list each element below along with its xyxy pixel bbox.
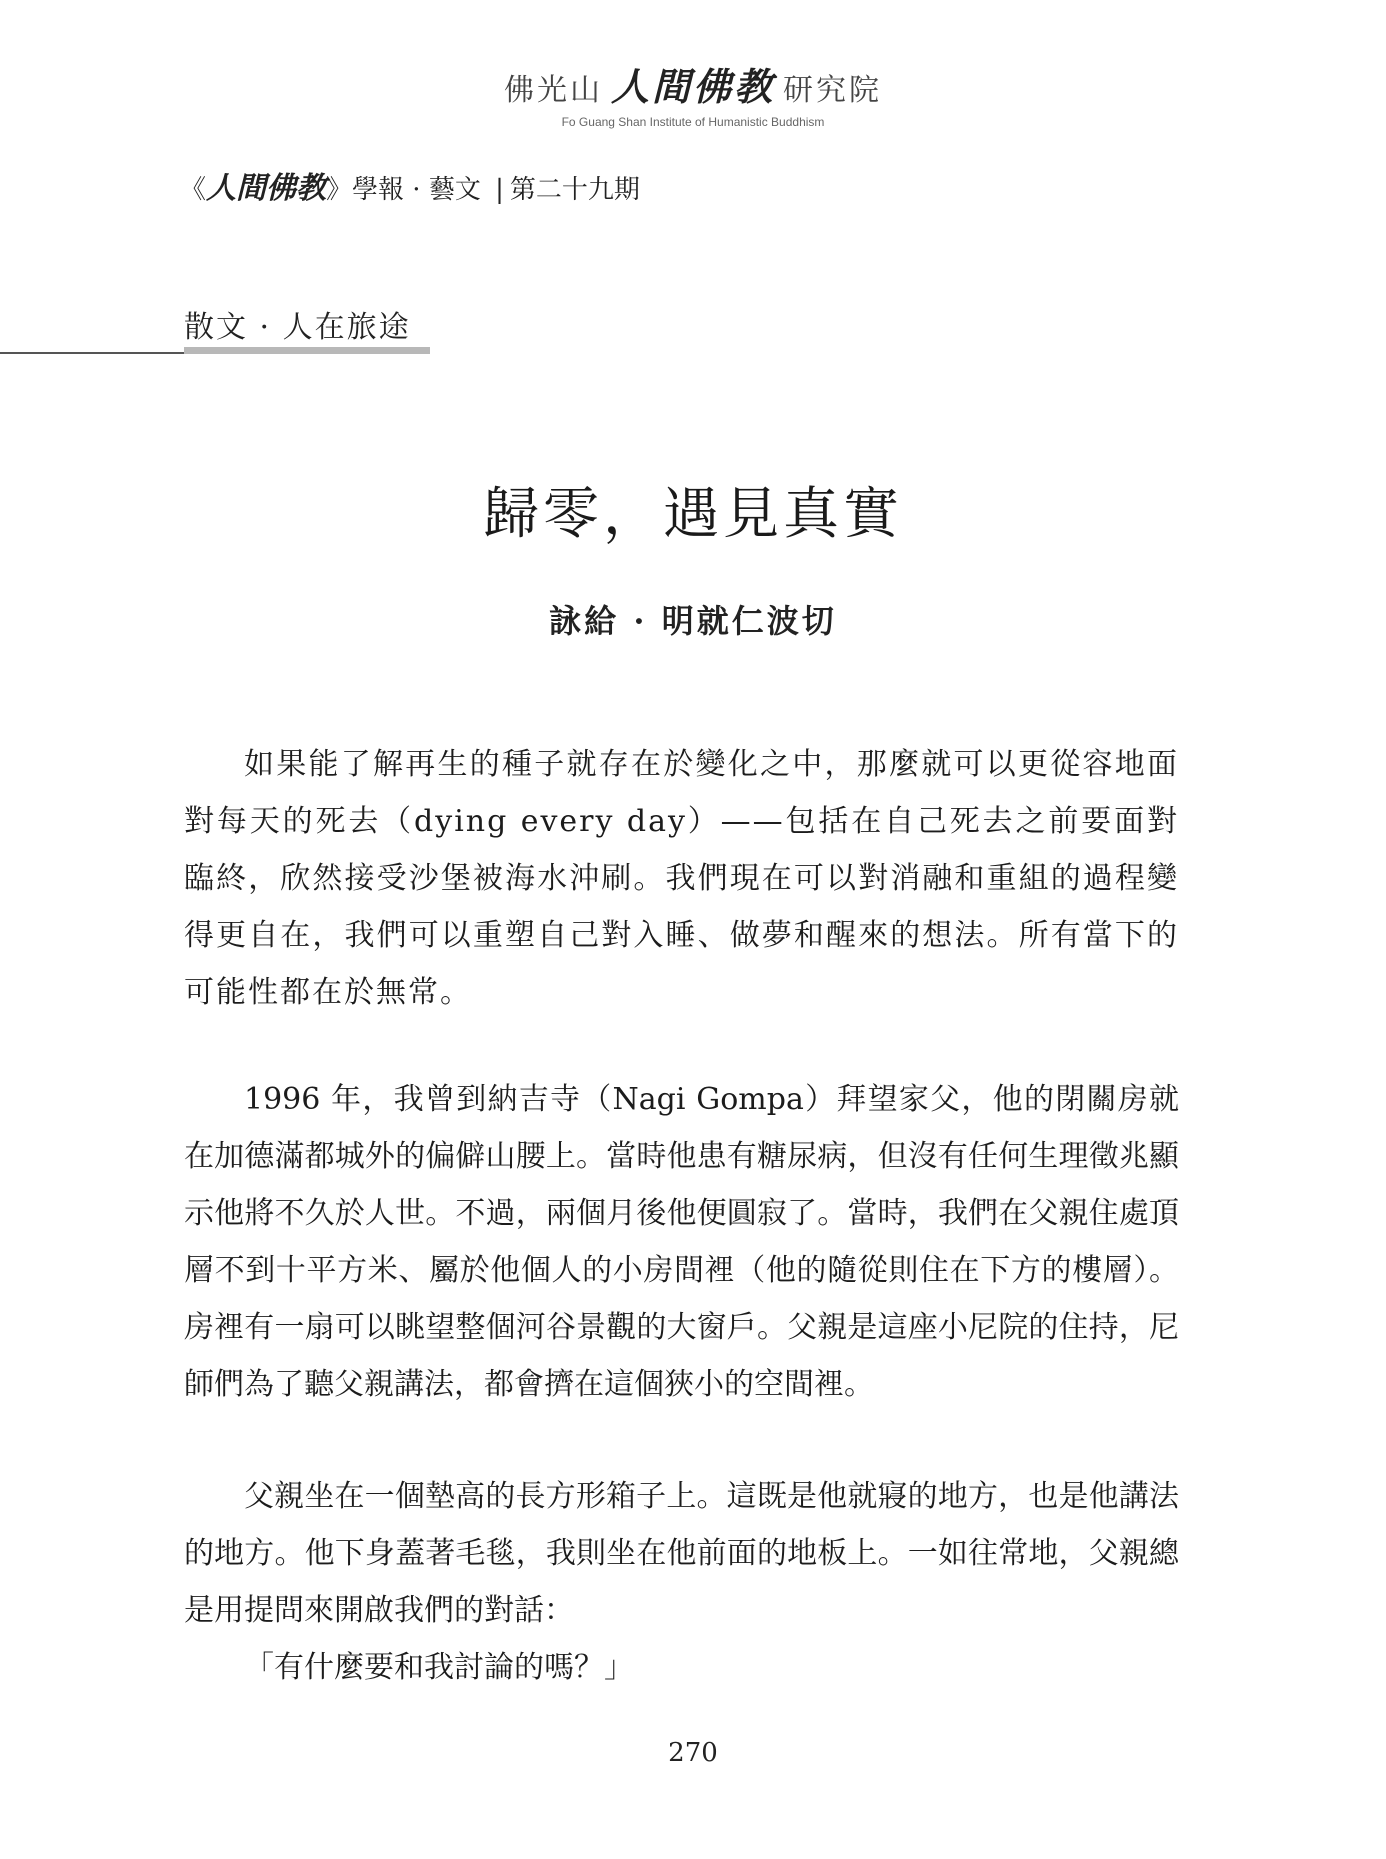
page-number: 270 xyxy=(668,1738,718,1768)
institute-header xyxy=(0,56,1386,129)
journal-brand: 人間佛教 xyxy=(206,171,327,206)
article-author: 詠給 · 明就仁波切 xyxy=(549,602,837,640)
journal-name-rest: 學報 · 藝文 xyxy=(352,175,481,205)
journal-issue: 第二十九期 xyxy=(509,175,640,205)
article-title: 歸零，遇見真實 xyxy=(483,482,903,547)
paragraph-quote: 「有什麼要和我討論的嗎？」 xyxy=(244,1650,634,1685)
institute-prefix: 佛光山 xyxy=(503,73,603,108)
institute-suffix: 研究院 xyxy=(783,73,882,108)
paragraph: 如果能了解再生的種子就存在於變化之中，那麼就可以更從容地面對每天的死去（dying every day）——包括在自己死去之前要面對臨終，欣然接受沙堡被海水沖刷。我們現在可以對消融和重組的過程變得更自在，我們可以重塑自己對入睡、做夢和醒來的想法。所有當下的可能性都在於無常。 xyxy=(184,747,1179,1010)
article-body-block-1 xyxy=(184,736,1179,1021)
journal-separator: | xyxy=(495,175,504,205)
journal-close-bracket: 》 xyxy=(326,175,353,205)
institute-brand-logo: 人間佛教 xyxy=(610,64,775,109)
section-underline xyxy=(184,347,430,354)
journal-open-bracket: 《 xyxy=(180,175,207,205)
paragraph: 父親坐在一個墊高的長方形箱子上。這既是他就寢的地方，也是他講法的地方。他下身蓋著毛毯，我則坐在他前面的地板上。一如往常地，父親總是用提問來開啟我們的對話： xyxy=(184,1479,1179,1628)
paragraph: 1996 年，我曾到納吉寺（Nagi Gompa）拜望家父，他的閉關房就在加德滿都城外的偏僻山腰上。當時他患有糖尿病，但沒有任何生理徵兆顯示他將不久於人世。不過，兩個月後他便圓寂了。當時，我們在父親住處頂層不到十平方米、屬於他個人的小房間裡（他的隨從則住在下方的樓層）。房裡有一扇可以眺望整個河谷景觀的大窗戶。父親是這座小尼院的住持，尼師們為了聽父親講法，都會擠在這個狹小的空間裡。 xyxy=(184,1082,1179,1402)
article-body-block-3 xyxy=(184,1468,1179,1696)
journal-running-head xyxy=(180,163,640,207)
section-label: 散文 · 人在旅途 xyxy=(184,310,411,345)
institute-name-english: Fo Guang Shan Institute of Humanistic Buddhism xyxy=(561,115,825,129)
article-body-block-2 xyxy=(184,1071,1179,1413)
institute-name xyxy=(0,56,1386,111)
